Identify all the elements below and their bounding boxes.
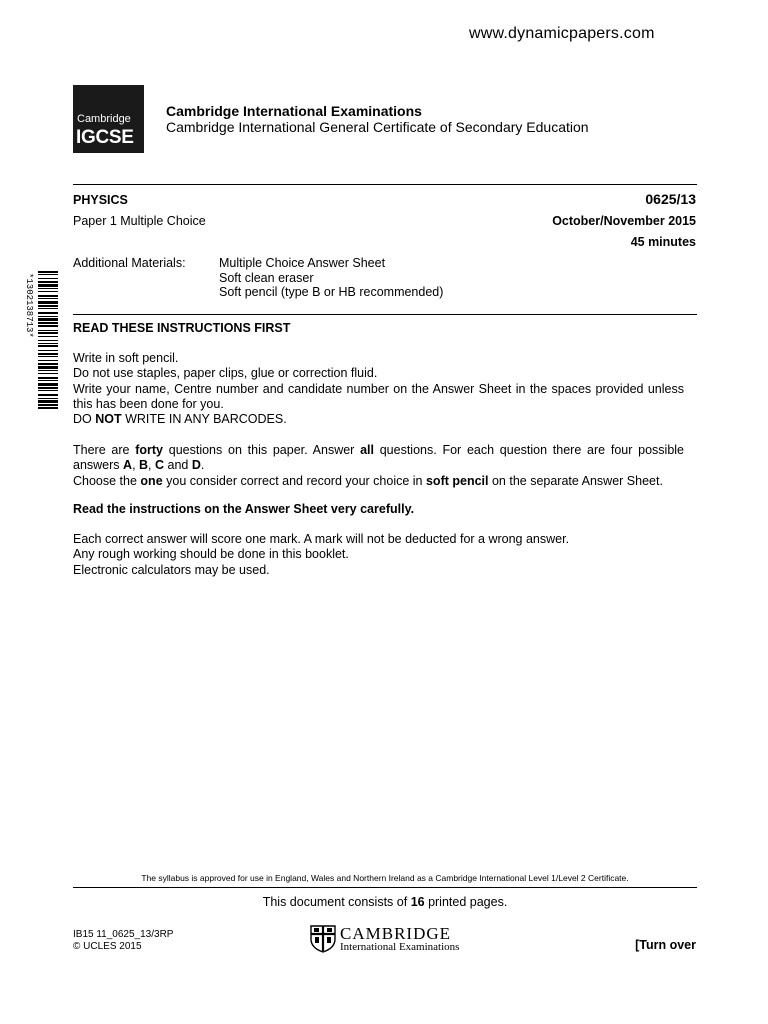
barcode-bar xyxy=(38,271,58,273)
turn-over: [Turn over xyxy=(635,938,696,952)
divider-bottom xyxy=(73,887,697,888)
barcode-bar xyxy=(38,322,58,324)
material-item: Multiple Choice Answer Sheet xyxy=(219,256,386,270)
text-run-bold: soft pencil xyxy=(425,473,489,488)
barcode-bar xyxy=(38,318,58,321)
materials-list xyxy=(219,256,443,300)
instruction-line xyxy=(73,412,684,427)
barcode-bar xyxy=(38,345,58,347)
text-run-bold: all xyxy=(360,443,374,457)
text-run: There are xyxy=(73,443,136,457)
logo-line2: IGCSE xyxy=(76,127,134,148)
barcode-bar xyxy=(38,332,58,334)
text-run-bold: C xyxy=(155,458,165,473)
copyright: © UCLES 2015 xyxy=(73,941,142,952)
text-run: questions on this paper. Answer xyxy=(163,443,361,457)
text-run: , xyxy=(148,458,155,473)
text-run-bold: D xyxy=(191,458,201,473)
divider-mid xyxy=(73,314,697,315)
barcode-bar xyxy=(38,377,58,379)
barcode-bar xyxy=(38,373,58,374)
barcode-graphic xyxy=(20,270,60,410)
instruction-line: Do not use staples, paper clips, glue or correction fluid. xyxy=(73,366,378,381)
materials-label: Additional Materials: xyxy=(73,256,186,270)
barcode-text: *1302138713* xyxy=(24,273,34,338)
text-run: , xyxy=(132,458,140,473)
barcode-bar xyxy=(38,360,58,361)
text-run: . xyxy=(200,458,205,473)
barcode-bar xyxy=(38,284,58,287)
duration: 45 minutes xyxy=(630,235,696,249)
barcode-bar xyxy=(38,291,58,292)
divider-top xyxy=(73,184,697,185)
instruction-line xyxy=(73,474,684,489)
text-run-bold: NOT xyxy=(95,412,122,427)
cambridge-igcse-logo xyxy=(73,85,144,153)
barcode-bar xyxy=(38,380,58,381)
document-reference: IB15 11_0625_13/3RP xyxy=(73,929,174,940)
barcode-bar xyxy=(38,343,58,344)
barcode-bar xyxy=(38,366,58,369)
text-run: on the separate Answer Sheet. xyxy=(488,473,663,488)
barcode-bar xyxy=(38,305,58,307)
text-run: questions. For each question there are four possible answers xyxy=(73,443,684,473)
barcode-bar xyxy=(38,340,58,341)
barcode-bar xyxy=(38,353,58,355)
subject: PHYSICS xyxy=(73,193,128,207)
cambridge-sub: International Examinations xyxy=(340,941,460,953)
instruction-line: Each correct answer will score one mark. A mark will not be deducted for a wrong answer. xyxy=(73,532,570,546)
text-run: and xyxy=(164,458,192,473)
syllabus-note: The syllabus is approved for use in England, Wales and Northern Ireland as a Cambridge International Level 1/Level 2 Certificate. xyxy=(141,873,629,883)
org-subtitle: Cambridge International General Certificate of Secondary Education xyxy=(166,119,589,135)
instructions-block-3 xyxy=(73,532,684,578)
text-run: This document consists of xyxy=(262,895,411,909)
text-run-bold: A xyxy=(123,458,133,473)
instruction-line: Write in soft pencil. xyxy=(73,351,179,365)
paper-code: 0625/13 xyxy=(645,191,696,207)
text-run: printed pages. xyxy=(424,895,508,909)
barcode-bar xyxy=(38,394,58,396)
material-item: Soft clean eraser xyxy=(219,270,314,285)
text-run: WRITE IN ANY BARCODES. xyxy=(121,412,287,427)
page-count: 16 xyxy=(410,895,425,909)
text-run-bold: one xyxy=(140,473,163,488)
barcode-bar xyxy=(38,301,58,304)
barcode-bar xyxy=(38,356,58,357)
instruction-line: Electronic calculators may be used. xyxy=(73,562,270,577)
barcode-bar xyxy=(38,363,58,365)
page-count-note xyxy=(73,895,697,909)
instructions-block-1 xyxy=(73,351,684,427)
text-run-bold: B xyxy=(139,458,149,473)
paper-name: Paper 1 Multiple Choice xyxy=(73,214,206,228)
material-item: Soft pencil (type B or HB recommended) xyxy=(219,285,444,299)
barcode-bar xyxy=(38,325,58,327)
barcode-bar xyxy=(38,274,58,275)
barcode-bar xyxy=(38,336,58,337)
barcode-bar xyxy=(38,383,58,386)
barcode-bar xyxy=(38,390,58,391)
instruction-line: Write your name, Centre number and candidate number on the Answer Sheet in the spaces provided unless this has been done for you. xyxy=(73,381,684,411)
instruction-line: Any rough working should be done in this booklet. xyxy=(73,547,349,562)
website-url: www.dynamicpapers.com xyxy=(469,25,655,42)
barcode-bar xyxy=(38,288,58,289)
text-run: you consider correct and record your choice in xyxy=(162,473,426,488)
text-run: Choose the xyxy=(73,473,141,488)
cambridge-wordmark: CAMBRIDGE xyxy=(340,924,452,943)
barcode-bar xyxy=(38,281,58,283)
barcode-bar xyxy=(38,316,58,317)
cambridge-crest-logo xyxy=(310,924,470,954)
barcode-bar xyxy=(38,350,58,351)
crest-icon xyxy=(310,925,336,953)
barcode-bar xyxy=(38,404,58,406)
barcode-bar xyxy=(38,330,58,331)
text-run: DO xyxy=(73,412,96,427)
logo-line1: Cambridge xyxy=(77,113,131,125)
barcode-bar xyxy=(38,312,58,314)
session: October/November 2015 xyxy=(552,214,696,228)
barcode-bar xyxy=(38,398,58,399)
text-run-bold: forty xyxy=(135,443,163,457)
barcode-bar xyxy=(38,387,58,389)
candidate-barcode xyxy=(20,270,60,410)
footer-reference xyxy=(73,929,173,953)
instruction-line xyxy=(73,443,684,474)
barcode-bar xyxy=(38,370,58,371)
barcode-bar xyxy=(38,308,58,309)
barcode-bar xyxy=(38,278,58,279)
barcode-bar xyxy=(38,298,58,299)
barcode-bar xyxy=(38,400,58,403)
org-name: Cambridge International Examinations xyxy=(166,103,422,119)
instructions-block-2 xyxy=(73,443,684,489)
barcode-bar xyxy=(38,295,58,297)
instructions-heading: READ THESE INSTRUCTIONS FIRST xyxy=(73,321,291,335)
instructions-answer-sheet-note: Read the instructions on the Answer Sheet very carefully. xyxy=(73,502,415,516)
barcode-bar xyxy=(38,407,58,409)
